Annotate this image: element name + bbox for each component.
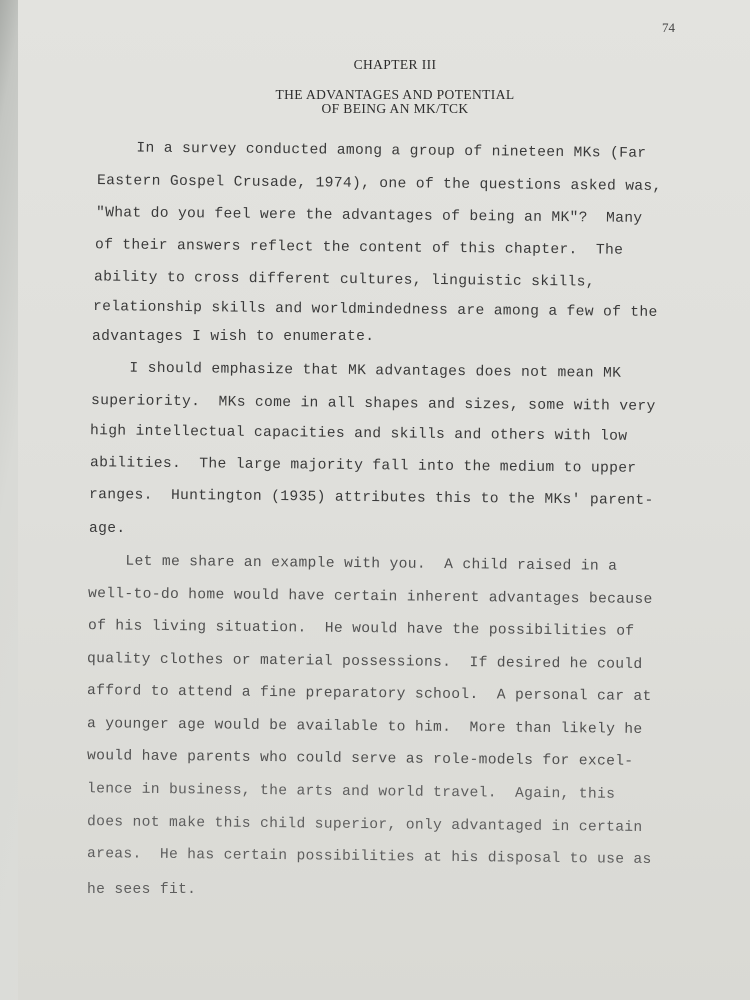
text-line: ability to cross different cultures, linguistic skills,: [93, 269, 595, 291]
text-line: Let me share an example with you. A child raised in a: [88, 553, 618, 575]
chapter-title-line-2: OF BEING AN MK/TCK: [321, 101, 469, 116]
text-line: I should emphasize that MK advantages does not mean MK: [92, 360, 622, 382]
text-line: abilities. The large majority fall into the medium to upper: [89, 455, 637, 477]
text-line: In a survey conducted among a group of nineteen MKs (Far: [99, 140, 647, 162]
page-number: 74: [662, 20, 675, 35]
text-line: lence in business, the arts and world travel. Again, this: [86, 781, 616, 803]
text-line: age.: [89, 521, 126, 537]
text-line: he sees fit.: [87, 882, 197, 898]
text-line: quality clothes or material possessions. If desired he could: [86, 651, 643, 673]
text-line: of his living situation. He would have the possibilities of: [87, 618, 635, 640]
text-line: would have parents who could serve as role-models for excel-: [86, 748, 634, 770]
text-line: areas. He has certain possibilities at his disposal to use as: [86, 846, 652, 868]
text-line: "What do you feel were the advantages of being an MK"? Many: [95, 205, 643, 227]
text-line: Eastern Gospel Crusade, 1974), one of the questions asked was,: [96, 173, 662, 195]
text-line: relationship skills and worldmindedness are among a few of the: [92, 299, 658, 321]
text-line: does not make this child superior, only advantaged in certain: [86, 814, 643, 836]
text-line: well-to-do home would have certain inherent advantages because: [87, 586, 653, 608]
text-line: ranges. Huntington (1935) attributes this to the MKs' parent-: [88, 487, 654, 509]
text-line: superiority. MKs come in all shapes and sizes, some with very: [90, 393, 656, 415]
text-line: of their answers reflect the content of this chapter. The: [94, 237, 624, 259]
text-line: a younger age would be available to him. More than likely he: [86, 716, 643, 738]
text-line: afford to attend a fine preparatory school. A personal car at: [86, 683, 652, 705]
text-line: high intellectual capacities and skills and others with low: [89, 423, 628, 445]
chapter-heading: CHAPTER III: [353, 57, 437, 72]
chapter-title-line-1: THE ADVANTAGES AND POTENTIAL: [275, 87, 515, 102]
text-line: advantages I wish to enumerate.: [92, 329, 375, 345]
